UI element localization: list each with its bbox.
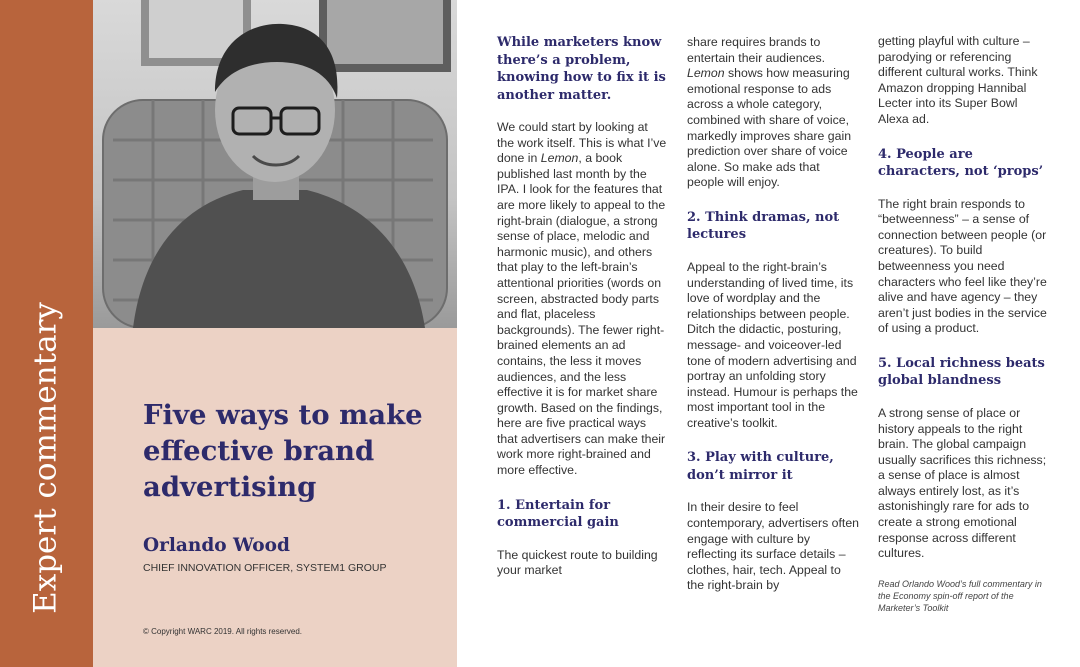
side-band: [0, 0, 93, 667]
intro-paragraph: [497, 120, 667, 479]
article-column-3: [878, 34, 1048, 614]
section-4-text: The right brain responds to “betweenness” – a sense of connection between people (or creatures). To build betweenness you need characters who feel like they’re alive and have agency – they aren’t just bodies in the service of using a product.: [878, 196, 1047, 336]
portrait-photo: [93, 0, 457, 328]
author-name: Orlando Wood: [143, 535, 290, 556]
section-1-heading: 1. Entertain for commercial gain: [497, 497, 619, 531]
intro-text-a: We could start by looking at the work itself. This is what I’ve done in: [497, 120, 667, 166]
section-3-text: In their desire to feel contemporary, advertisers often engage with culture by reflecting its surface details – clothes, hair, tech. Appeal to the right-brain by: [687, 500, 860, 593]
book-title: Lemon: [687, 66, 725, 81]
article-column-2: [687, 35, 859, 594]
section-1-text-a: The quickest route to building your market: [497, 547, 658, 578]
section-5-text: A strong sense of place or history appeals to the right brain. The global campaign usually sacrifices this richness; a sense of place is almost always entirely lost, as it’s astonishingly rare for ads to create a strong emotional response across different cultures.: [878, 405, 1047, 561]
section-5-heading: 5. Local richness beats global blandness: [878, 355, 1045, 389]
section-title: Expert commentary: [27, 302, 64, 614]
author-role: CHIEF INNOVATION OFFICER, SYSTEM1 GROUP: [143, 562, 387, 574]
section-3-text-cont: getting playful with culture – parodying or referencing different cultural works. Think Amazon dropping Hannibal Lecter into its Super Bowl Alexa ad.: [878, 34, 1038, 126]
section-1-text-c: shows how measuring emotional response to ads across a whole category, combined with share of voice, markedly improves share gain prediction over share of voice alone. So make ads that people will enjoy.: [687, 66, 852, 190]
copyright-notice: © Copyright WARC 2019. All rights reserved.: [143, 627, 302, 636]
section-2-heading: 2. Think dramas, not lectures: [687, 209, 840, 243]
book-title: Lemon: [540, 151, 579, 166]
section-2-text: Appeal to the right-brain’s understanding of lived time, its love of wordplay and the relationships between people. Ditch the didactic, posturing, message- and voiceover-led tone of modern advertising and portray an unfolding story instead. Humour is perhaps the most important tool in the creative’s toolkit.: [687, 259, 858, 430]
section-3-heading: 3. Play with culture, don’t mirror it: [687, 450, 834, 483]
portrait-photo-icon: [93, 0, 457, 328]
footnote: Read Orlando Wood’s full commentary in the Economy spin-off report of the Marketer’s Toolkit: [878, 578, 1042, 613]
headline: Five ways to make effective brand advertising: [143, 399, 423, 503]
article-column-1: [497, 34, 667, 579]
intro-text-b: , a book published last month by the IPA. I look for the features that are more likely to appeal to the right-brain (dialogue, a strong sense of place, melodic and harmonic music), and others that play to the left-brain’s attentional priorities (words on screen, abstracted body parts and flat, placeless backgrounds). The fewer right-brained elements an ad contains, the less it moves audiences, and the less effective it is for market share growth. Based on the findings, here are five practical ways that advertisers can make their work more right-brained and more effective.: [497, 151, 666, 478]
section-4-heading: 4. People are characters, not ‘props’: [878, 146, 1044, 180]
section-1-text-b: share requires brands to entertain their audiences. Lemon shows how measuring emotional response to ads across a whole category, combined with share of voice, markedly improves share gain prediction over share of voice alone. So make ads that people will enjoy.: [687, 35, 852, 190]
intro-heading: While marketers know there’s a problem, knowing how to fix it is another matter.: [497, 35, 666, 103]
